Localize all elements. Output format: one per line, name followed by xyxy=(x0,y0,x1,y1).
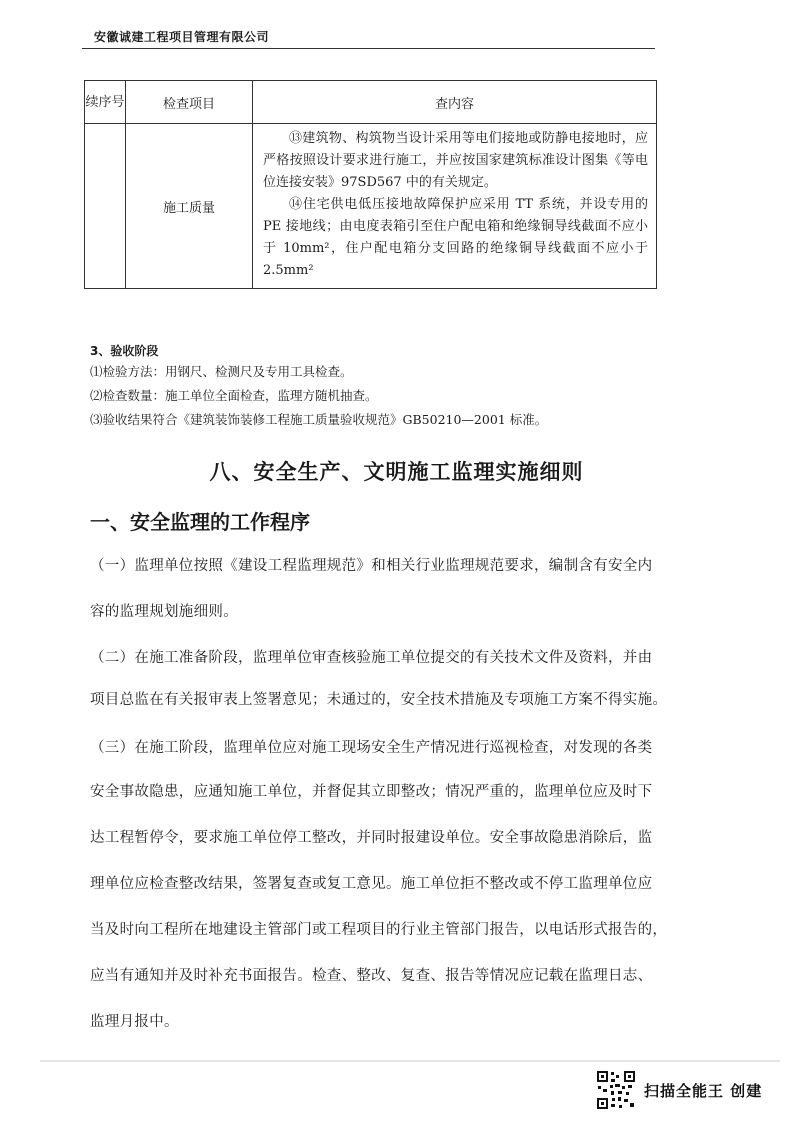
body-line: 当及时向工程所在地建设主管部门或工程项目的行业主管部门报告，以电话形式报告的， xyxy=(90,922,668,938)
scanner-watermark xyxy=(596,1070,762,1110)
body-line: 容的监理规划施细则。 xyxy=(90,604,238,620)
header-rule xyxy=(82,48,655,49)
body-line: （三）在施工阶段，监理单位应对施工现场安全生产情况进行巡视检查，对发现的各类 xyxy=(90,740,653,756)
content-para-14: ⑭住宅供电低压接地故障保护应采用 TT 系统，并设专用的 PE 接地线；由电度表箱引至住户配电箱和绝缘铜导线截面不应小于 10mm²，住户配电箱分支回路的绝缘铜导线截面不应小于 2.5mm² xyxy=(263,197,648,278)
row-seq-cell xyxy=(85,124,126,289)
chapter-title: 八、安全生产、文明施工监理实施细则 xyxy=(209,460,584,484)
acceptance-item: ⑵检查数量：施工单位全面检查，监理方随机抽查。 xyxy=(90,388,378,403)
body-line: 安全事故隐患，应通知施工单位，并督促其立即整改；情况严重的，监理单位应及时下 xyxy=(90,784,653,800)
table-header-row xyxy=(85,81,657,124)
col-seq-header: 续序号 xyxy=(85,81,126,124)
content-para-13: ⑬建筑物、构筑物当设计采用等电们接地或防静电接地时，应严格按照设计要求进行施工，并应按国家建筑标准设计图集《等电位连接安装》97SD567 中的有关规定。 xyxy=(263,131,648,190)
row-content-cell xyxy=(253,124,657,289)
page-edge-shadow xyxy=(40,1060,780,1062)
body-line: 达工程暂停令，要求施工单位停工整改，并同时报建设单位。安全事故隐患消除后，监 xyxy=(90,830,653,846)
row-item-cell: 施工质量 xyxy=(126,124,253,289)
body-line: 理单位应检查整改结果，签署复查或复工意见。施工单位拒不整改或不停工监理单位应 xyxy=(90,876,653,892)
company-header: 安徽诚建工程项目管理有限公司 xyxy=(94,30,270,44)
acceptance-item: ⑴检验方法：用钢尺、检测尺及专用工具检查。 xyxy=(90,364,353,379)
col-item-header: 检查项目 xyxy=(126,81,253,124)
body-line: （二）在施工准备阶段，监理单位审查核验施工单位提交的有关技术文件及资料，并由 xyxy=(90,650,653,666)
acceptance-item: ⑶验收结果符合《建筑装饰装修工程施工质量验收规范》GB50210—2001 标准。 xyxy=(90,412,548,427)
scanner-label: 扫描全能王 创建 xyxy=(644,1081,763,1100)
body-line: 应当有通知并及时补充书面报告。检查、整改、复查、报告等情况应记载在监理日志、 xyxy=(90,968,653,984)
table-row xyxy=(85,124,657,289)
body-line: 项目总监在有关报审表上签署意见；未通过的，安全技术措施及专项施工方案不得实施。 xyxy=(90,692,668,708)
body-line: 监理月报中。 xyxy=(90,1014,179,1030)
section-title: 一、安全监理的工作程序 xyxy=(90,510,310,534)
inspection-table xyxy=(84,80,657,289)
acceptance-heading: 3、验收阶段 xyxy=(90,344,159,358)
col-content-header: 查内容 xyxy=(253,81,657,124)
qr-code-icon xyxy=(596,1070,636,1110)
body-line: （一）监理单位按照《建设工程监理规范》和相关行业监理规范要求，编制含有安全内 xyxy=(90,558,653,574)
